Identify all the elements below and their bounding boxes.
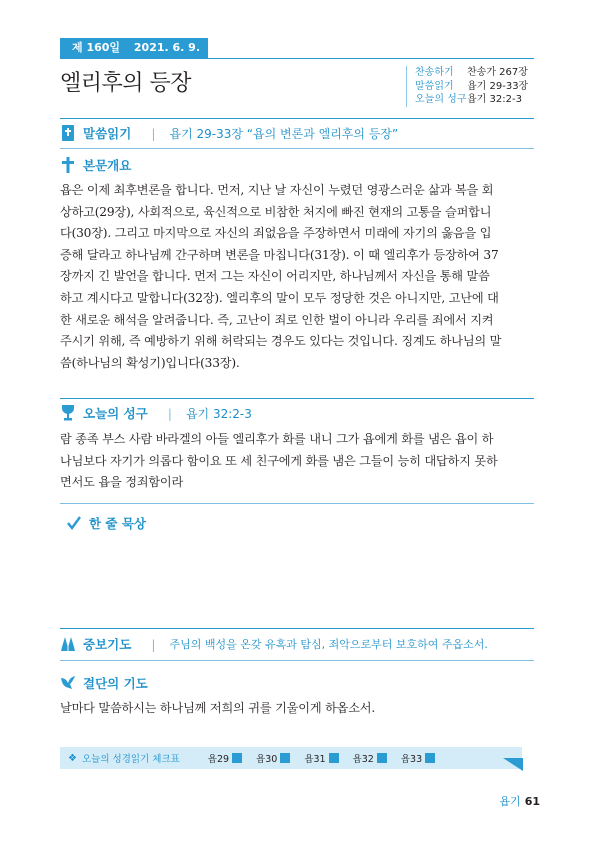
bible-icon [60, 125, 76, 141]
reference-hymn: 찬송하기 찬송가 267장 [415, 67, 528, 78]
resolution-text: 날마다 말씀하시는 하나님께 저희의 귀를 기울이게 하옵소서. [60, 701, 376, 715]
footer-book: 욥기 [499, 795, 521, 808]
page-footer [499, 793, 540, 809]
reading-heading: 말씀읽기 | 욥기 29-33장 “욥의 변론과 엘리후의 등장” [60, 124, 398, 142]
meditation-label: 한 줄 묵상 [89, 516, 147, 531]
checklist-item[interactable]: 욥30 [256, 751, 290, 765]
intercession-heading: 중보기도 | 주님의 백성을 온갖 유혹과 탐심, 죄악으로부터 보호하여 주옵소서. [60, 635, 488, 653]
checkbox[interactable] [425, 753, 435, 763]
resolution-label: 결단의 기도 [83, 676, 148, 691]
summary-heading [60, 156, 131, 174]
divider [60, 628, 534, 629]
checklist-label: 오늘의 성경읽기 체크표 [81, 754, 180, 765]
verse-text: 람 종족 부스 사람 바라겔의 아들 엘리후가 화를 내니 그가 욥에게 화를 냄은 욥이 하 나님보다 자기가 의롭다 함이요 또 세 친구에게 화를 냄은 그들이 능히 대답하지 못하 면서도 욥을 정죄함이라 [60, 432, 498, 490]
intercession-text: 주님의 백성을 온갖 유혹과 탐심, 죄악으로부터 보호하여 주옵소서. [169, 638, 488, 651]
cross-icon [60, 157, 76, 173]
page-number: 61 [524, 795, 540, 808]
divider [60, 148, 534, 149]
divider [60, 503, 534, 504]
summary-text: 욥은 이제 최후변론을 합니다. 먼저, 지난 날 자신이 누렸던 영광스러운 삶과 복을 회 상하고(29장), 사회적으로, 육신적으로 비참한 처지에 빠진 현재의 고통을 슬퍼합니 다(30장). 그리고 마지막으로 자신의 죄없음을 주장하면서 미래에 자기의 옳음을 입 증해 달라고 하나님께 간구하며 변론을 마칩니다(31장). 이 때 엘리후가 등장하여 37 장까지 긴 발언을 합니다. 먼저 그는 자신이 어리지만, 하나님께서 자신을 통해 말씀 하고 계시다고 말합니다(32장). 엘리후의 말이 모두 정당한 것은 아니지만, 고난에 대 한 새로운 해석을 알려줍니다. 즉, 고난이 죄로 인한 벌이 아니라 우리를 죄에서 지켜 주시기 위해, 즉 예방하기 위해 허락되는 경우도 있다는 것입니다. 징계도 하나님의 말 씀(하나님의 확성기)입니다(33장). [60, 183, 502, 370]
corner-fold [503, 758, 523, 771]
summary-label: 본문개요 [83, 158, 132, 173]
date-tab [60, 38, 208, 74]
reading-checklist [60, 747, 522, 769]
reading-label: 말씀읽기 [83, 126, 132, 141]
dove-icon [60, 675, 76, 691]
reading-ref: 욥기 29-33장 “욥의 변론과 엘리후의 등장” [169, 126, 399, 141]
verse-label: 오늘의 성구 [83, 406, 148, 421]
divider [60, 660, 534, 661]
verse-ref: 욥기 32:2-3 [185, 406, 252, 421]
checklist-item[interactable]: 욥32 [353, 751, 387, 765]
reference-box [406, 66, 528, 107]
reference-verse: 오늘의 성구욥기 32:2-3 [415, 94, 522, 105]
checklist-item[interactable]: 욥33 [401, 751, 435, 765]
verse-heading: 오늘의 성구 | 욥기 32:2-3 [60, 404, 252, 422]
chalice-icon [60, 405, 76, 421]
checkbox[interactable] [280, 753, 290, 763]
date-label: 2021. 6. 9. 수 [72, 41, 201, 74]
checklist-item[interactable]: 욥31 [304, 751, 338, 765]
title-rule [60, 58, 534, 59]
checklist-item[interactable]: 욥29 [208, 751, 242, 765]
praying-hands-icon [60, 636, 76, 652]
intercession-label: 중보기도 [83, 637, 132, 652]
diamond-icon: ❖ [68, 752, 77, 764]
resolution-heading [60, 674, 148, 692]
checkmark-icon [66, 515, 82, 531]
divider [60, 118, 534, 119]
checkbox[interactable] [329, 753, 339, 763]
divider [60, 398, 534, 399]
checkbox[interactable] [377, 753, 387, 763]
page-title: 엘리후의 등장 [60, 71, 192, 96]
day-number: 제 160일 [72, 41, 121, 54]
checkbox[interactable] [232, 753, 242, 763]
reference-reading: 말씀읽기 욥기 29-33장 [415, 80, 529, 92]
meditation-heading [66, 514, 146, 532]
